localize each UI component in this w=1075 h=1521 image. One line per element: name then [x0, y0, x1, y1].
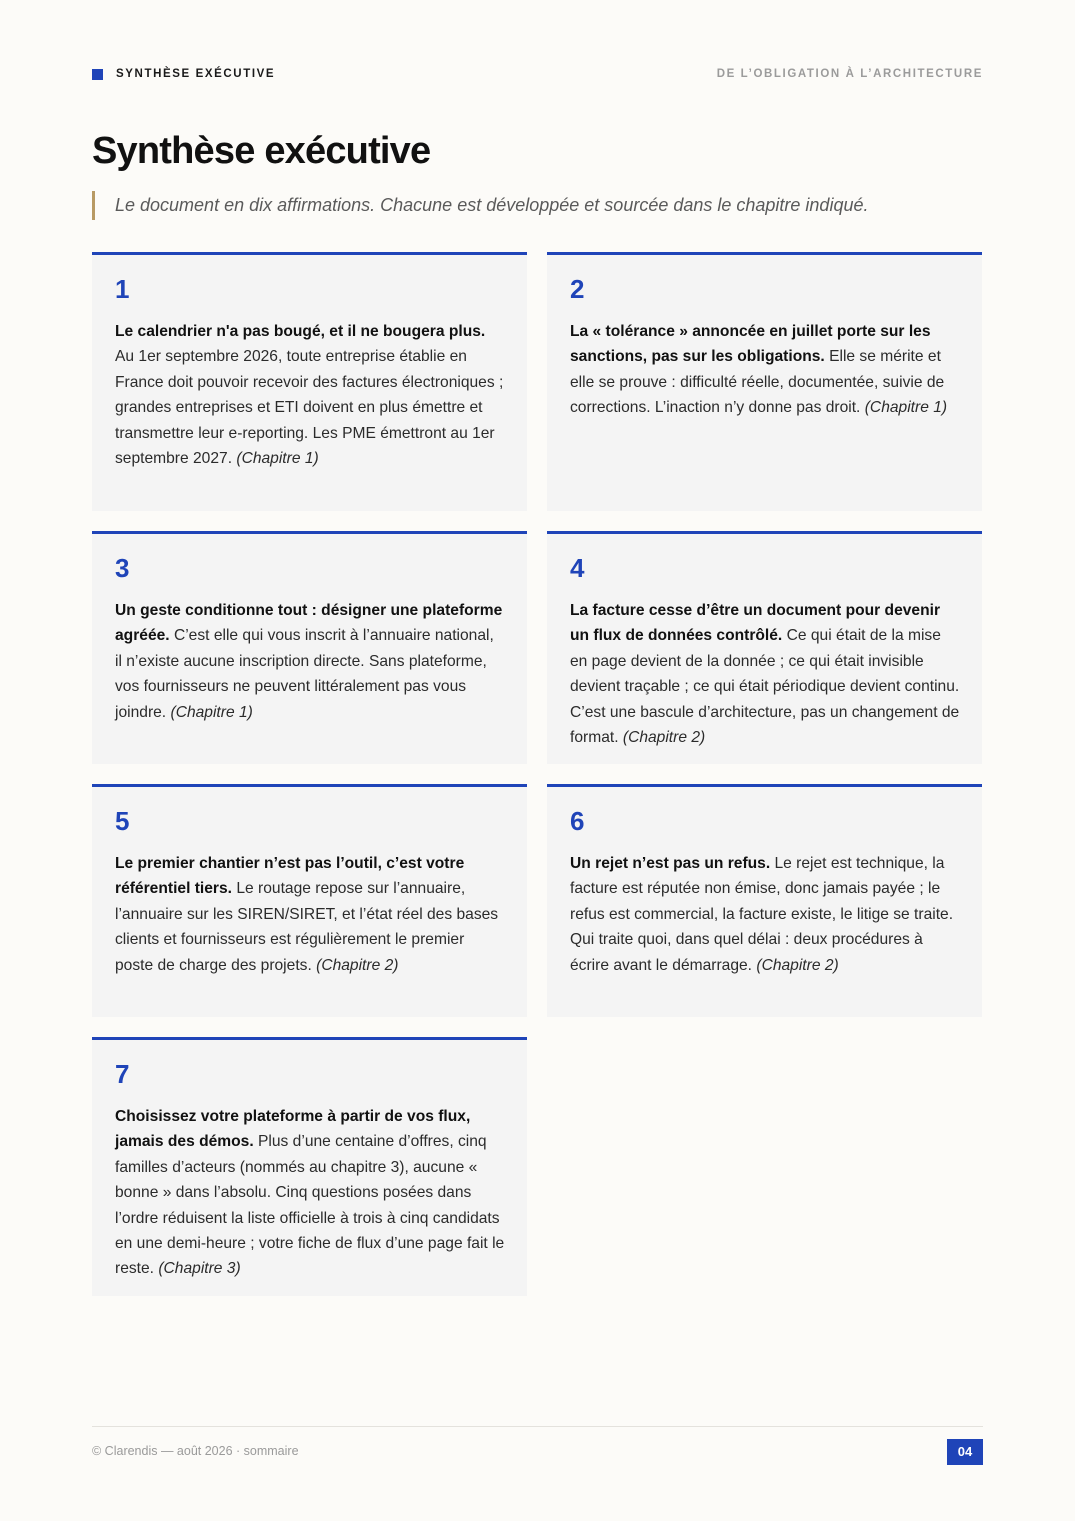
footer-text: © Clarendis — août 2026 · sommaire	[92, 1444, 299, 1458]
card-body: Le routage repose sur l’annuaire, l’annuaire sur les SIREN/SIRET, et l’état réel des bases clients et fournisseurs est régulièrement le premier poste de charge des projets.	[115, 880, 499, 974]
summary-card-4	[547, 531, 982, 764]
card-text	[570, 598, 960, 750]
card-number: 7	[115, 1059, 130, 1089]
chapter-reference: (Chapitre 2)	[756, 956, 839, 974]
card-text	[115, 1104, 505, 1282]
page-footer	[92, 1426, 983, 1459]
card-text	[115, 319, 505, 471]
card-headline: Un rejet n’est pas un refus.	[570, 855, 771, 872]
summary-card-7	[92, 1037, 527, 1296]
card-headline: La facture cesse d’être un document pour devenir un flux de données contrôlé.	[570, 602, 941, 645]
card-text	[570, 851, 960, 978]
card-body: Elle se mérite et elle se prouve : difficulté réelle, documentée, suivie de corrections. L’inaction n’y donne pas droit.	[570, 348, 945, 417]
card-number: 5	[115, 806, 130, 836]
summary-card-2	[547, 252, 982, 511]
card-body: C’est elle qui vous inscrit à l’annuaire national, il n’existe aucune inscription directe. Sans plateforme, vos fournisseurs ne peuvent littéralement pas vous joindre.	[115, 627, 494, 721]
card-text	[570, 319, 960, 421]
card-text	[115, 598, 505, 725]
card-headline: Choisissez votre plateforme à partir de vos flux, jamais des démos.	[115, 1108, 471, 1151]
chapter-reference: (Chapitre 1)	[170, 703, 253, 721]
card-body: Ce qui était de la mise en page devient de la donnée ; ce qui était invisible devient traçable ; ce qui était périodique devient continu. C’est une bascule d’architecture, pas un changement de format.	[570, 627, 960, 747]
chapter-reference: (Chapitre 2)	[316, 956, 399, 974]
section-marker-icon	[92, 69, 103, 80]
summary-card-5	[92, 784, 527, 1017]
card-body: Le rejet est technique, la facture est réputée non émise, donc jamais payée ; le refus est commercial, la facture existe, le litige se traite. Qui traite quoi, dans quel délai : deux procédures à écrire avant le démarrage.	[570, 855, 954, 974]
summary-card-1	[92, 252, 527, 511]
card-number: 6	[570, 806, 585, 836]
section-label: SYNTHÈSE EXÉCUTIVE	[116, 68, 276, 80]
card-headline: La « tolérance » annoncée en juillet porte sur les sanctions, pas sur les obligations.	[570, 323, 931, 366]
card-headline: Le calendrier n'a pas bougé, et il ne bougera plus.	[115, 323, 486, 340]
card-number: 3	[115, 553, 130, 583]
chapter-reference: (Chapitre 1)	[864, 399, 948, 417]
card-number: 4	[570, 553, 585, 583]
card-headline: Le premier chantier n’est pas l’outil, c’est votre référentiel tiers.	[115, 855, 465, 898]
running-header	[92, 67, 983, 81]
page-number-badge: 04	[947, 1439, 983, 1465]
section-label-group	[92, 68, 275, 80]
summary-card-6	[547, 784, 982, 1017]
page	[92, 0, 983, 1521]
card-headline: Un geste conditionne tout : désigner une plateforme agréée.	[115, 602, 503, 645]
page-title: Synthèse exécutive	[92, 130, 431, 172]
card-number: 2	[570, 274, 585, 304]
card-text	[115, 851, 505, 978]
card-number: 1	[115, 274, 130, 304]
card-body: Au 1er septembre 2026, toute entreprise établie en France doit pouvoir recevoir des factures électroniques ; grandes entreprises et ETI doivent en plus émettre et transmettre leur e-reporting. Les PME émettront au 1er septembre 2027.	[115, 348, 504, 468]
card-body: Plus d’une centaine d’offres, cinq familles d’acteurs (nommés au chapitre 3), aucune « bonne » dans l’absolu. Cinq questions posées dans l’ordre réduisent la liste officielle à trois à cinq candidats en une demi-heure ; votre fiche de flux d’une page fait le reste.	[115, 1133, 505, 1278]
lead-quote: Le document en dix affirmations. Chacune est développée et sourcée dans le chapitre indiqué.	[92, 191, 983, 220]
document-title: DE L’OBLIGATION À L’ARCHITECTURE	[716, 68, 983, 80]
summary-card-3	[92, 531, 527, 764]
chapter-reference: (Chapitre 2)	[622, 729, 706, 747]
chapter-reference: (Chapitre 1)	[236, 450, 319, 468]
chapter-reference: (Chapitre 3)	[158, 1260, 241, 1278]
